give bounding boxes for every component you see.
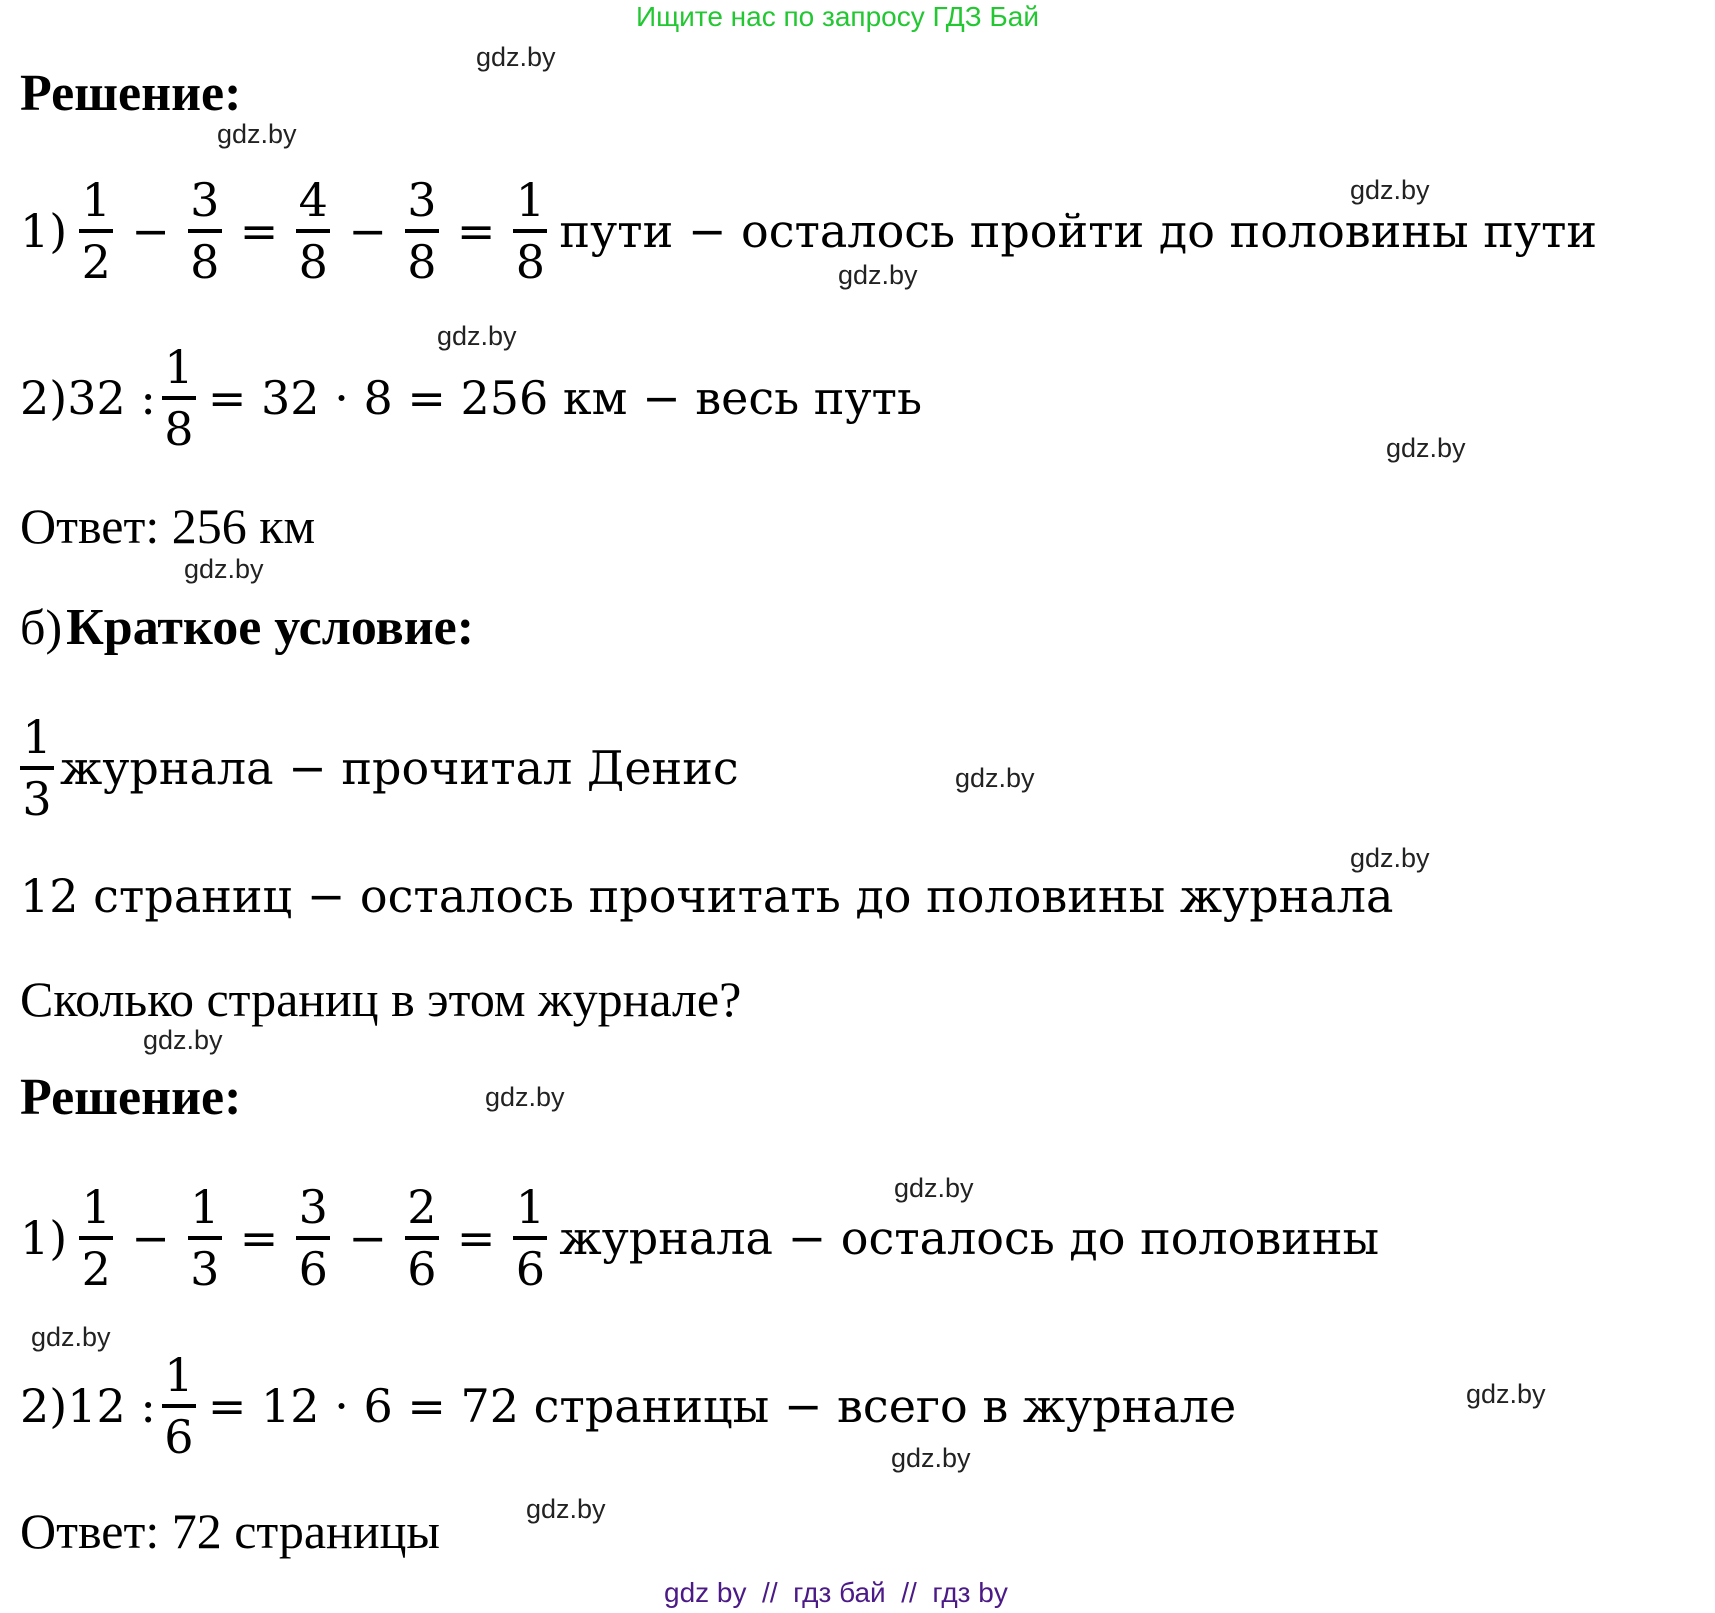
step-text: = 32 · 8 = 256 км − весь путь (207, 371, 922, 425)
watermark: gdz.by (1386, 433, 1466, 463)
watermark: gdz.by (526, 1494, 606, 1524)
solution-step-2 (20, 328, 922, 468)
watermark: gdz.by (437, 321, 517, 351)
fraction: $\frac{3}{8}$ (188, 177, 222, 285)
operator: = (456, 204, 496, 258)
condition-line-2: 12 страниц − осталось прочитать до половины журнала (20, 869, 1394, 923)
solution-heading: Решение: (20, 65, 242, 122)
condition-line-1 (14, 698, 739, 838)
watermark: gdz.by (476, 42, 556, 72)
fraction: $\frac{1}{3}$ (188, 1184, 222, 1292)
step-text: пути − осталось пройти до половины пути (559, 204, 1598, 258)
fraction: $\frac{3}{8}$ (405, 177, 439, 285)
step-label: 1) (20, 1211, 68, 1265)
operator: − (131, 204, 170, 258)
step-text: журнала − осталось до половины (559, 1211, 1380, 1265)
fraction: $\frac{1}{8}$ (162, 344, 196, 452)
question: Сколько страниц в этом журнале? (20, 971, 742, 1027)
operator: = (456, 1211, 496, 1265)
solution-step-2 (20, 1336, 1236, 1476)
fraction: $\frac{1}{6}$ (162, 1352, 196, 1460)
fraction: $\frac{1}{2}$ (79, 177, 113, 285)
fraction: $\frac{1}{3}$ (20, 714, 54, 822)
watermark: gdz.by (1466, 1379, 1546, 1409)
watermark: gdz.by (1350, 175, 1430, 205)
answer: Ответ: 256 км (20, 498, 316, 554)
operator: − (348, 1211, 387, 1265)
part-label: б) (20, 599, 63, 655)
watermark: gdz.by (894, 1173, 974, 1203)
fraction: $\frac{4}{8}$ (296, 177, 330, 285)
fraction: $\frac{2}{6}$ (405, 1184, 439, 1292)
solution-heading: Решение: (20, 1069, 242, 1126)
condition-heading-row (20, 599, 474, 656)
watermark: gdz.by (143, 1025, 223, 1055)
watermark: gdz.by (838, 260, 918, 290)
watermark: gdz.by (217, 119, 297, 149)
operator: − (131, 1211, 170, 1265)
step-prefix: 2)32 : (20, 371, 156, 425)
watermark: gdz.by (891, 1443, 971, 1473)
condition-heading: Краткое условие: (66, 599, 475, 656)
fraction: $\frac{3}{6}$ (296, 1184, 330, 1292)
answer: Ответ: 72 страницы (20, 1503, 440, 1559)
fraction: $\frac{1}{8}$ (513, 177, 547, 285)
step-label: 1) (20, 204, 68, 258)
watermark: gdz.by (1350, 843, 1430, 873)
condition-text: журнала − прочитал Денис (60, 741, 739, 795)
watermark: gdz.by (955, 763, 1035, 793)
operator: − (348, 204, 387, 258)
watermark: gdz.by (31, 1322, 111, 1352)
operator: = (239, 1211, 279, 1265)
footer-links: gdz by // гдз бай // гдз by (664, 1577, 1008, 1608)
step-text: = 12 · 6 = 72 страницы − всего в журнале (207, 1379, 1237, 1433)
solution-step-1 (20, 1168, 1379, 1308)
fraction: $\frac{1}{6}$ (513, 1184, 547, 1292)
step-prefix: 2)12 : (20, 1379, 156, 1433)
solution-step-1 (20, 161, 1597, 301)
fraction: $\frac{1}{2}$ (79, 1184, 113, 1292)
operator: = (239, 204, 279, 258)
watermark: gdz.by (184, 554, 264, 584)
watermark: gdz.by (485, 1082, 565, 1112)
search-banner: Ищите нас по запросу ГДЗ Бай (636, 1, 1040, 32)
